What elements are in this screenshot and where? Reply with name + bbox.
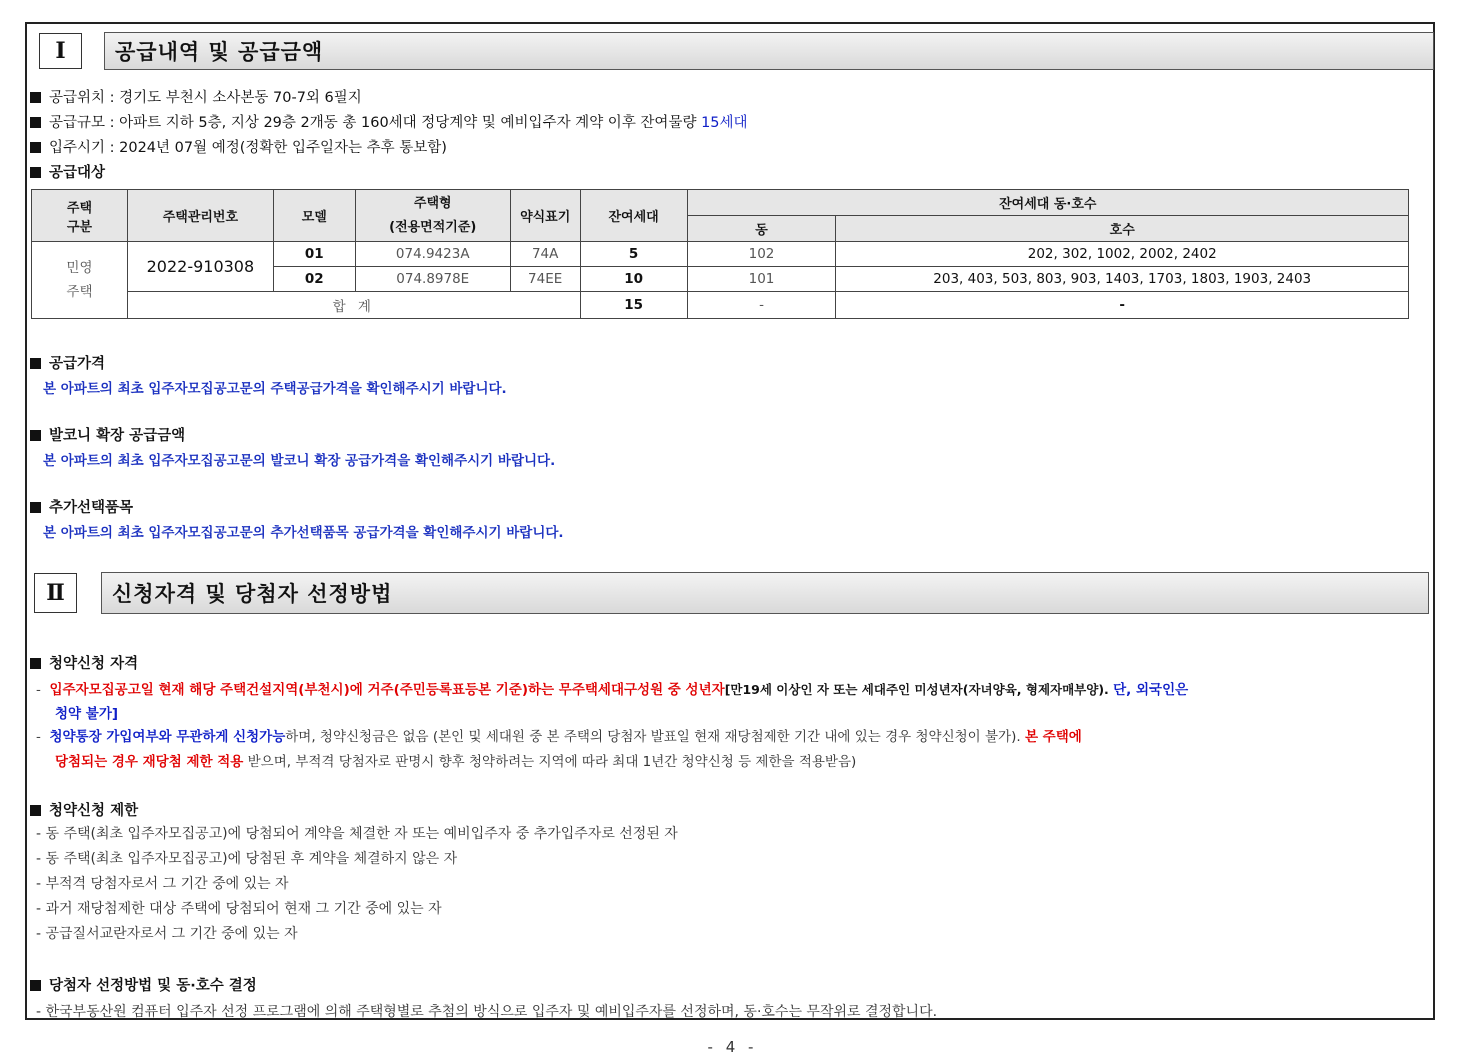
selection-title: 당첨자 선정방법 및 동·호수 결정 bbox=[30, 974, 257, 995]
section-2-title: 신청자격 및 당첨자 선정방법 bbox=[101, 572, 1429, 614]
section-2-numeral: Ⅱ bbox=[34, 573, 77, 613]
supply-target: 공급대상 bbox=[30, 161, 105, 182]
total-remaining: 15 bbox=[580, 292, 687, 319]
supply-table bbox=[31, 189, 1409, 319]
section-1-title: 공급내역 및 공급금액 bbox=[104, 32, 1434, 70]
price-title: 공급가격 bbox=[30, 352, 105, 373]
header-dong: 동 bbox=[687, 216, 836, 242]
options-title: 추가선택품목 bbox=[30, 496, 133, 517]
model-cell: 02 bbox=[273, 267, 355, 292]
remaining-count: 15세대 bbox=[701, 115, 748, 131]
restriction-item: - 동 주택(최초 입주자모집공고)에 당첨된 후 계약을 체결하지 않은 자 bbox=[36, 851, 458, 867]
header-remaining-units: 잔여세대 동·호수 bbox=[687, 190, 1408, 216]
supply-scale: 공급규모 : 아파트 지하 5층, 지상 29층 2개동 총 160세대 정당계약 및 예비입주자 계약 이후 잔여물량 15세대 bbox=[30, 111, 748, 132]
header-house-type: 주택 구분 bbox=[32, 190, 128, 242]
eligibility-line-1: - 입주자모집공고일 현재 해당 주택건설지역(부천시)에 거주(주민등록표등본 기준)하는 무주택세대구성원 중 성년자[만19세 이상인 자 또는 세대주인 미성년자(자녀양육, 형제자매부양). 단, 외국인은 bbox=[36, 682, 1189, 698]
price-text: 본 아파트의 최초 입주자모집공고문의 주택공급가격을 확인해주시기 바랍니다. bbox=[43, 381, 507, 397]
total-label: 합 계 bbox=[127, 292, 580, 319]
house-type-cell: 민영 주택 bbox=[32, 242, 128, 319]
remaining-cell: 5 bbox=[580, 242, 687, 267]
ho-cell: 202, 302, 1002, 2002, 2402 bbox=[836, 242, 1409, 267]
balcony-text: 본 아파트의 최초 입주자모집공고문의 발코니 확장 공급가격을 확인해주시기 바랍니다. bbox=[43, 453, 556, 469]
header-ho: 호수 bbox=[836, 216, 1409, 242]
mgmt-no-cell: 2022-910308 bbox=[127, 242, 273, 292]
restriction-item: - 공급질서교란자로서 그 기간 중에 있는 자 bbox=[36, 926, 298, 942]
eligibility-title: 청약신청 자격 bbox=[30, 652, 138, 673]
eligibility-line-4: 당첨되는 경우 재당첨 제한 적용 받으며, 부적격 당첨자로 판명시 향후 청약하려는 지역에 따라 최대 1년간 청약신청 등 제한을 적용받음) bbox=[55, 754, 857, 770]
total-ho: - bbox=[836, 292, 1409, 319]
options-text: 본 아파트의 최초 입주자모집공고문의 추가선택품목 공급가격을 확인해주시기 바랍니다. bbox=[43, 525, 564, 541]
abbr-cell: 74EE bbox=[510, 267, 580, 292]
total-dong: - bbox=[687, 292, 836, 319]
ho-cell: 203, 403, 503, 803, 903, 1403, 1703, 1803, 1903, 2403 bbox=[836, 267, 1409, 292]
abbr-cell: 74A bbox=[510, 242, 580, 267]
restriction-item: - 동 주택(최초 입주자모집공고)에 당첨되어 계약을 체결한 자 또는 예비입주자 중 추가입주자로 선정된 자 bbox=[36, 826, 678, 842]
remaining-cell: 10 bbox=[580, 267, 687, 292]
section-1-numeral: Ⅰ bbox=[39, 33, 82, 69]
header-remaining: 잔여세대 bbox=[580, 190, 687, 242]
model-cell: 01 bbox=[273, 242, 355, 267]
table-total-row bbox=[32, 292, 1409, 319]
move-in-date: 입주시기 : 2024년 07월 예정(정확한 입주일자는 추후 통보함) bbox=[30, 136, 447, 157]
page-number: - 4 - bbox=[707, 1038, 758, 1056]
restriction-title: 청약신청 제한 bbox=[30, 799, 138, 820]
balcony-title: 발코니 확장 공급금액 bbox=[30, 424, 185, 445]
restriction-item: - 과거 재당첨제한 대상 주택에 당첨되어 현재 그 기간 중에 있는 자 bbox=[36, 901, 442, 917]
supply-location: 공급위치 : 경기도 부천시 소사본동 70-7외 6필지 bbox=[30, 86, 362, 107]
size-cell: 074.9423A bbox=[355, 242, 510, 267]
dong-cell: 101 bbox=[687, 267, 836, 292]
eligibility-line-3: - 청약통장 가입여부와 무관하게 신청가능하며, 청약신청금은 없음 (본인 및 세대원 중 본 주택의 당첨자 발표일 현재 재당첨제한 기간 내에 있는 경우 청약신청이 불가). 본 주택에 bbox=[36, 729, 1082, 745]
selection-text: - 한국부동산원 컴퓨터 입주자 선정 프로그램에 의해 주택형별로 추첨의 방식으로 입주자 및 예비입주자를 선정하며, 동·호수는 무작위로 결정합니다. bbox=[36, 1004, 938, 1020]
restriction-item: - 부적격 당첨자로서 그 기간 중에 있는 자 bbox=[36, 876, 289, 892]
header-mgmt-no: 주택관리번호 bbox=[127, 190, 273, 242]
size-cell: 074.8978E bbox=[355, 267, 510, 292]
dong-cell: 102 bbox=[687, 242, 836, 267]
eligibility-line-2: 청약 불가] bbox=[55, 706, 119, 722]
header-house-size: 주택형 (전용면적기준) bbox=[355, 190, 510, 242]
table-row bbox=[32, 242, 1409, 267]
header-model: 모델 bbox=[273, 190, 355, 242]
header-abbr: 약식표기 bbox=[510, 190, 580, 242]
